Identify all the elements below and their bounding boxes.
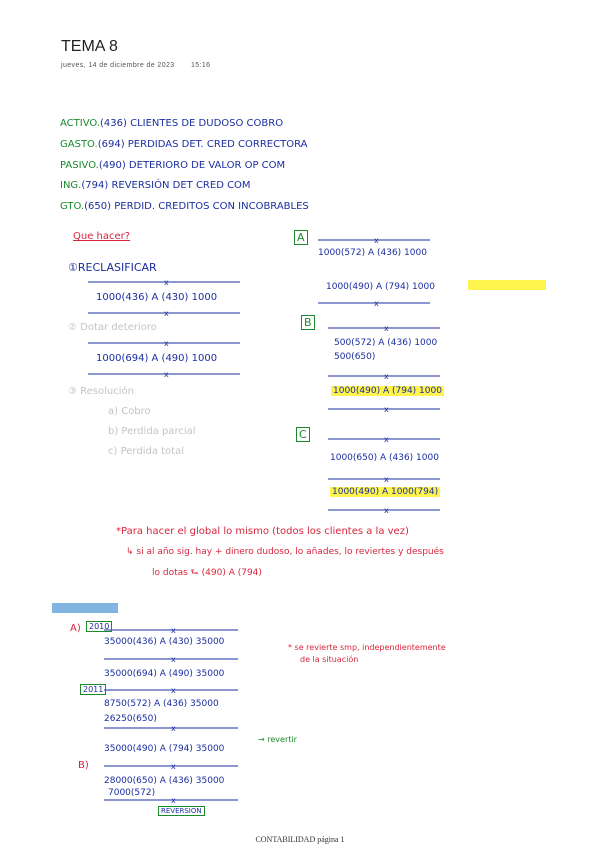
case-c-label: C: [296, 427, 310, 442]
example-entry2: 35000(694) A (490) 35000: [104, 669, 225, 679]
account-row: ACTIVO.(436) CLIENTES DE DUDOSO COBRO: [60, 118, 284, 129]
separator-x: x: [164, 278, 169, 287]
account-row: GASTO.(694) PERDIDAS DET. CRED CORRECTORA: [60, 139, 308, 150]
separator-x: x: [171, 686, 176, 695]
example-entry3: 8750(572) A (436) 35000: [104, 699, 219, 709]
example-entry1: 35000(436) A (430) 35000: [104, 637, 225, 647]
page-date: jueves, 14 de diciembre de 2023: [61, 62, 175, 69]
sub-perdida-total: c) Perdida total: [108, 446, 184, 457]
case-b-entry1: 500(572) A (436) 1000: [334, 338, 438, 348]
example-b-label: B): [78, 760, 89, 771]
revert-note: → revertir: [258, 735, 297, 744]
separator-x: x: [164, 339, 169, 348]
separator-x: x: [164, 370, 169, 379]
page-title: TEMA 8: [61, 38, 118, 55]
example-entry4: 35000(490) A (794) 35000: [104, 744, 225, 754]
side-note-continued: de la situación: [300, 655, 359, 664]
separator-x: x: [384, 475, 389, 484]
separator-x: x: [374, 236, 379, 245]
case-a-entry2: 1000(490) A (794) 1000: [326, 282, 435, 292]
year-2011: 2011: [80, 684, 106, 695]
separator-x: x: [171, 655, 176, 664]
selected-text-highlight: [52, 603, 118, 613]
separator-x: x: [384, 435, 389, 444]
sub-perdida-parcial: b) Perdida parcial: [108, 426, 196, 437]
separator-x: x: [171, 626, 176, 635]
separator-x: x: [384, 372, 389, 381]
entry-reclassify: 1000(436) A (430) 1000: [96, 292, 218, 303]
separator-x: x: [374, 299, 379, 308]
case-b-entry1b: 500(650): [334, 352, 376, 362]
page-time: 15:16: [190, 62, 211, 69]
year-2010: 2010: [86, 621, 112, 632]
separator-x: x: [171, 724, 176, 733]
case-b-label: B: [301, 315, 315, 330]
entry-deterioro: 1000(694) A (490) 1000: [96, 353, 218, 364]
step-resolucion: ③ Resolución: [68, 386, 134, 397]
side-note: * se revierte smp, independientemente: [288, 643, 446, 652]
separator-x: x: [384, 324, 389, 333]
reversion-box: REVERSION: [158, 806, 205, 816]
page-footer: CONTABILIDAD página 1: [255, 835, 345, 844]
example-entry3b: 26250(650): [104, 714, 157, 724]
highlight-mark: [468, 280, 546, 290]
account-row: ING.(794) REVERSIÓN DET CRED COM: [60, 180, 251, 191]
page-timestamp: [61, 62, 210, 69]
sub-cobro: a) Cobro: [108, 406, 151, 417]
separator-x: x: [384, 506, 389, 515]
step-deterioro: ② Dotar deterioro: [68, 322, 157, 333]
case-c-entry2: 1000(490) A 1000(794): [332, 487, 439, 497]
question-heading: Que hacer?: [73, 231, 131, 242]
separator-x: x: [171, 762, 176, 771]
separator-x: x: [171, 796, 176, 805]
case-a-label: A: [294, 230, 308, 245]
example-entry5b: 7000(572): [108, 788, 156, 798]
account-row: GTO.(650) PERDID. CREDITOS CON INCOBRABLES: [60, 201, 309, 212]
case-c-entry1: 1000(650) A (436) 1000: [330, 453, 439, 463]
note-global: *Para hacer el global lo mismo (todos los clientes a la vez): [116, 526, 409, 537]
case-a-entry1: 1000(572) A (436) 1000: [318, 248, 427, 258]
example-a-label: A): [70, 623, 81, 634]
case-b-entry2: 1000(490) A (794) 1000: [333, 386, 442, 396]
example-entry5: 28000(650) A (436) 35000: [104, 776, 225, 786]
step-reclassify: ①RECLASIFICAR: [68, 261, 157, 274]
account-row: PASIVO.(490) DETERIORO DE VALOR OP COM: [60, 160, 286, 171]
separator-x: x: [164, 309, 169, 318]
note-arrow: ↳ si al año sig. hay + dinero dudoso, lo añades, lo reviertes y después: [126, 547, 444, 557]
separator-x: x: [384, 405, 389, 414]
note-arrow-continued: lo dotas ⮑ (490) A (794): [152, 568, 262, 578]
